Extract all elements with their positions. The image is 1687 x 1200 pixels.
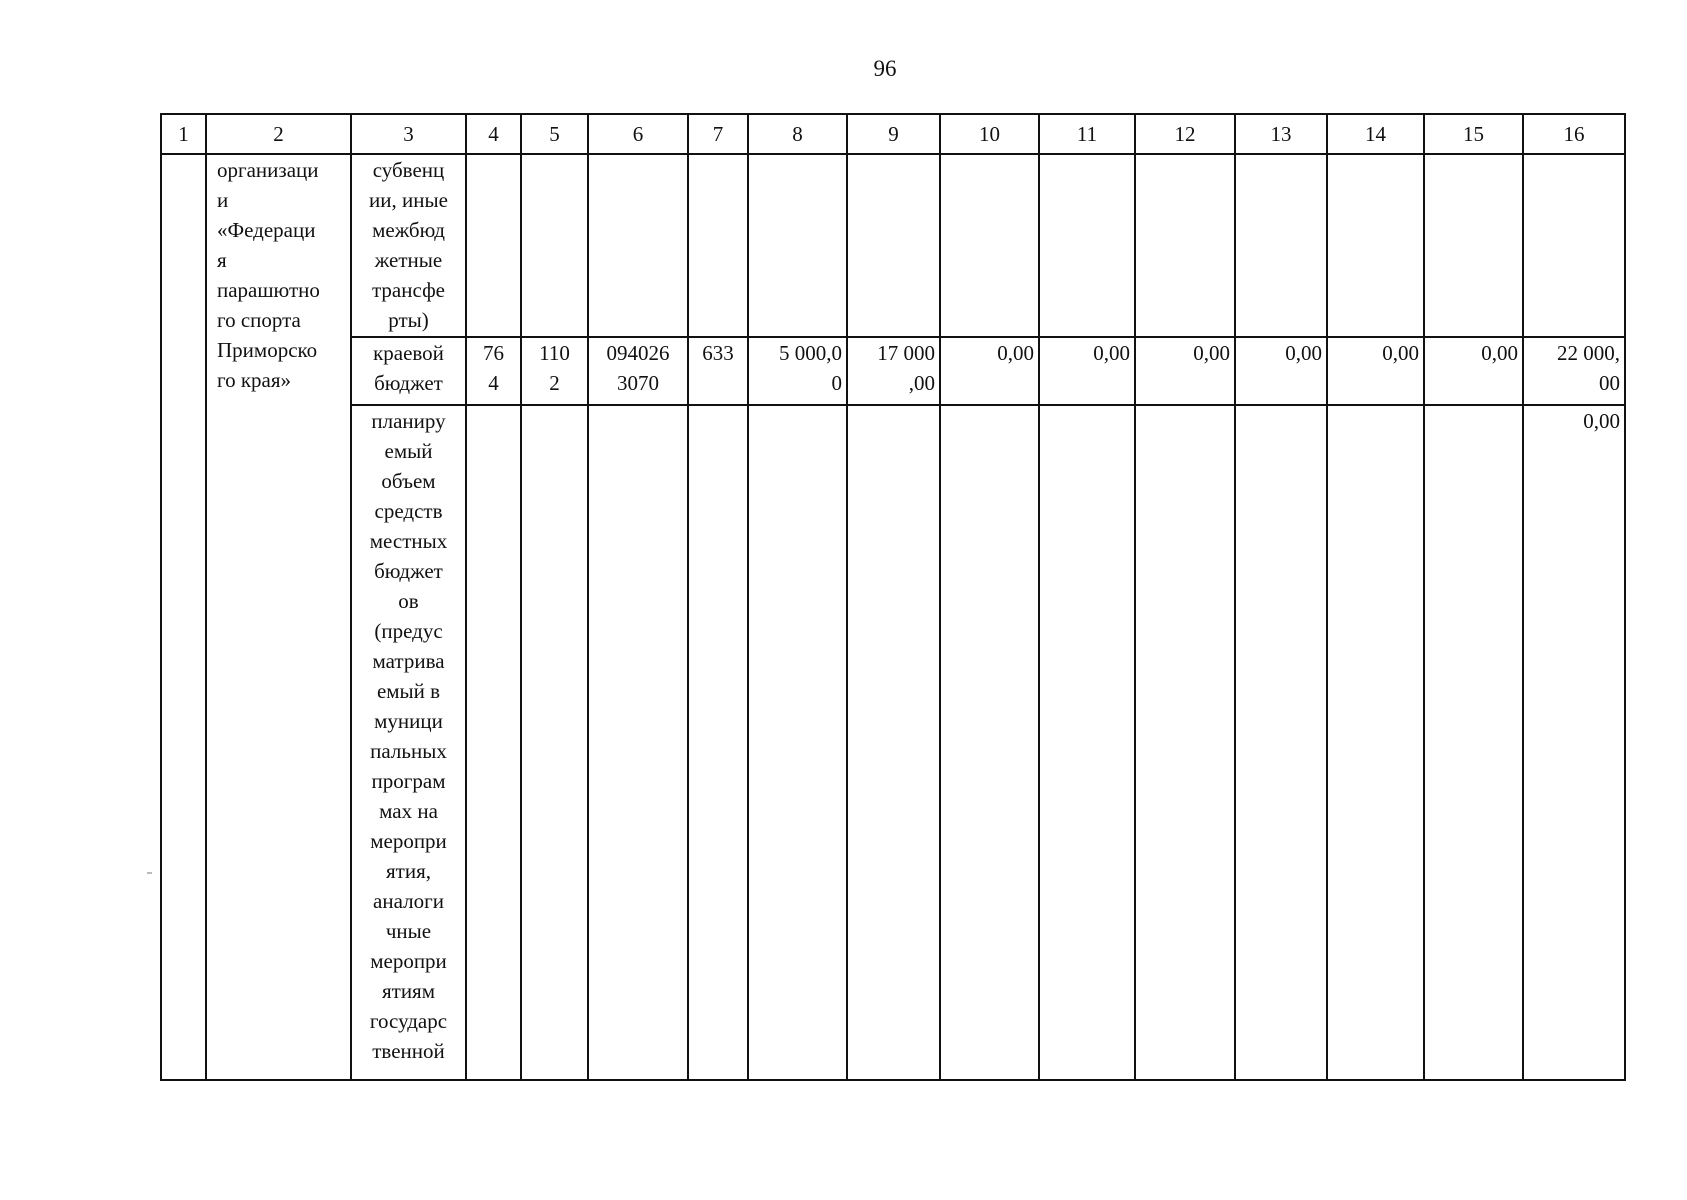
table-cell <box>940 405 1039 1080</box>
scan-mark <box>147 872 152 874</box>
amount-cell: 0,00 <box>940 337 1039 405</box>
total-amount-cell: 22 000, 00 <box>1523 337 1625 405</box>
header-cell-9: 9 <box>847 114 940 154</box>
header-cell-14: 14 <box>1327 114 1424 154</box>
code-cell: 110 2 <box>521 337 588 405</box>
table-cell <box>940 154 1039 337</box>
funding-source-cell: субвенц ии, иные межбюд жетные трансфе рты) <box>351 154 466 337</box>
header-cell-6: 6 <box>588 114 688 154</box>
table-cell <box>466 154 521 337</box>
header-cell-11: 11 <box>1039 114 1135 154</box>
header-cell-16: 16 <box>1523 114 1625 154</box>
header-cell-4: 4 <box>466 114 521 154</box>
amount-cell: 0,00 <box>1235 337 1327 405</box>
table-cell <box>1327 405 1424 1080</box>
header-cell-1: 1 <box>161 114 206 154</box>
table-cell <box>1424 405 1523 1080</box>
table-row <box>161 154 1625 337</box>
amount-cell: 0,00 <box>1135 337 1235 405</box>
budget-table-container <box>160 113 1626 1081</box>
table-cell <box>466 405 521 1080</box>
header-cell-10: 10 <box>940 114 1039 154</box>
header-cell-15: 15 <box>1424 114 1523 154</box>
organization-name-cell: организаци и «Федераци я парашютно го спорта Приморско го края» <box>206 154 351 1080</box>
table-cell <box>847 405 940 1080</box>
header-row <box>161 114 1625 154</box>
table-cell <box>588 405 688 1080</box>
table-cell <box>588 154 688 337</box>
table-cell <box>748 405 847 1080</box>
budget-table <box>160 113 1626 1081</box>
header-cell-2: 2 <box>206 114 351 154</box>
table-cell <box>1327 154 1424 337</box>
table-cell <box>1235 405 1327 1080</box>
table-row <box>161 337 1625 405</box>
header-cell-3: 3 <box>351 114 466 154</box>
table-cell <box>1135 154 1235 337</box>
header-cell-5: 5 <box>521 114 588 154</box>
header-cell-7: 7 <box>688 114 748 154</box>
total-amount-cell: 0,00 <box>1523 405 1625 1080</box>
table-cell <box>1235 154 1327 337</box>
cell-row-number <box>161 154 206 1080</box>
funding-source-cell: планиру емый объем средств местных бюджет ов (предус матрива емый в муници пальных програм мах на меропри ятия, аналоги чные меропри ятиям государс твенной <box>351 405 466 1080</box>
table-row <box>161 405 1625 1080</box>
header-cell-12: 12 <box>1135 114 1235 154</box>
header-cell-13: 13 <box>1235 114 1327 154</box>
table-cell <box>1424 154 1523 337</box>
funding-source-cell: краевой бюджет <box>351 337 466 405</box>
amount-cell: 0,00 <box>1039 337 1135 405</box>
amount-cell: 5 000,0 0 <box>748 337 847 405</box>
table-cell <box>688 154 748 337</box>
code-cell: 76 4 <box>466 337 521 405</box>
amount-cell: 0,00 <box>1327 337 1424 405</box>
amount-cell: 17 000 ,00 <box>847 337 940 405</box>
code-cell: 094026 3070 <box>588 337 688 405</box>
table-cell <box>1039 154 1135 337</box>
table-cell <box>1523 154 1625 337</box>
page-number: 96 <box>873 56 897 81</box>
table-cell <box>1039 405 1135 1080</box>
table-cell <box>847 154 940 337</box>
table-cell <box>748 154 847 337</box>
table-cell <box>1135 405 1235 1080</box>
table-cell <box>688 405 748 1080</box>
header-cell-8: 8 <box>748 114 847 154</box>
table-cell <box>521 405 588 1080</box>
amount-cell: 0,00 <box>1424 337 1523 405</box>
table-cell <box>521 154 588 337</box>
code-cell: 633 <box>688 337 748 405</box>
